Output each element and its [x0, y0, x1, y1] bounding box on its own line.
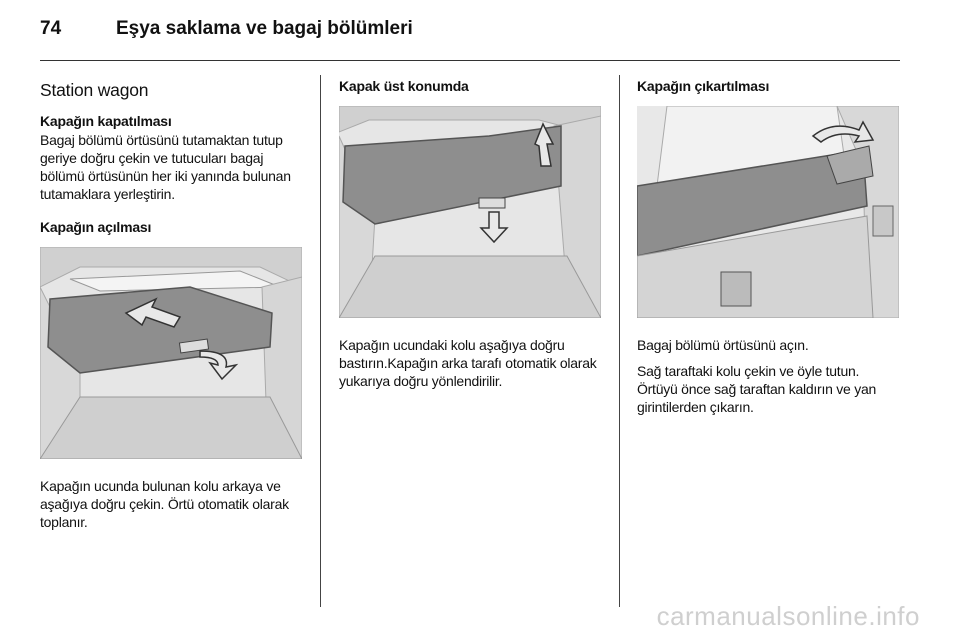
cover-up-text: Kapağın ucundaki kolu aşağıya doğru bastırın.Kapağın arka tarafı otomatik olarak yukarıya doğru yönlendirilir.	[339, 337, 597, 389]
column-2	[339, 74, 601, 390]
page-header	[40, 18, 900, 48]
illustration-cover-up	[339, 106, 601, 318]
opening-text: Kapağın ucunda bulunan kolu arkaya ve aşağıya doğru çekin. Örtü otomatik olarak toplanır.	[40, 478, 289, 530]
closing-text: Bagaj bölümü örtüsünü tutamaktan tutup geriye doğru çekin ve tutucuları bagaj bölümü örtüsünün her iki yanında bulunan tutamaklara yerleştirin.	[40, 132, 291, 202]
cover-up-heading: Kapak üst konumda	[339, 78, 469, 94]
illustration-cover-removal	[637, 106, 899, 318]
column-1	[40, 74, 302, 531]
opening-heading: Kapağın açılması	[40, 219, 152, 235]
removal-text-1: Bagaj bölümü örtüsünü açın.	[637, 337, 809, 353]
watermark: carmanualsonline.info	[656, 601, 920, 631]
removal-heading: Kapağın çıkartılması	[637, 78, 770, 94]
section-title: Station wagon	[40, 80, 149, 100]
removal-text-2: Sağ taraftaki kolu çekin ve öyle tutun. Örtüyü önce sağ taraftan kaldırın ve yan girintilerden çıkarın.	[637, 363, 877, 415]
column-3	[637, 74, 899, 416]
header-rule	[40, 60, 900, 61]
closing-heading: Kapağın kapatılması	[40, 113, 172, 129]
chapter-title: Eşya saklama ve bagaj bölümleri	[116, 18, 413, 39]
column-divider-1	[320, 75, 321, 607]
illustration-cover-open	[40, 247, 302, 459]
page-number: 74	[40, 18, 62, 39]
column-divider-2	[619, 75, 620, 607]
